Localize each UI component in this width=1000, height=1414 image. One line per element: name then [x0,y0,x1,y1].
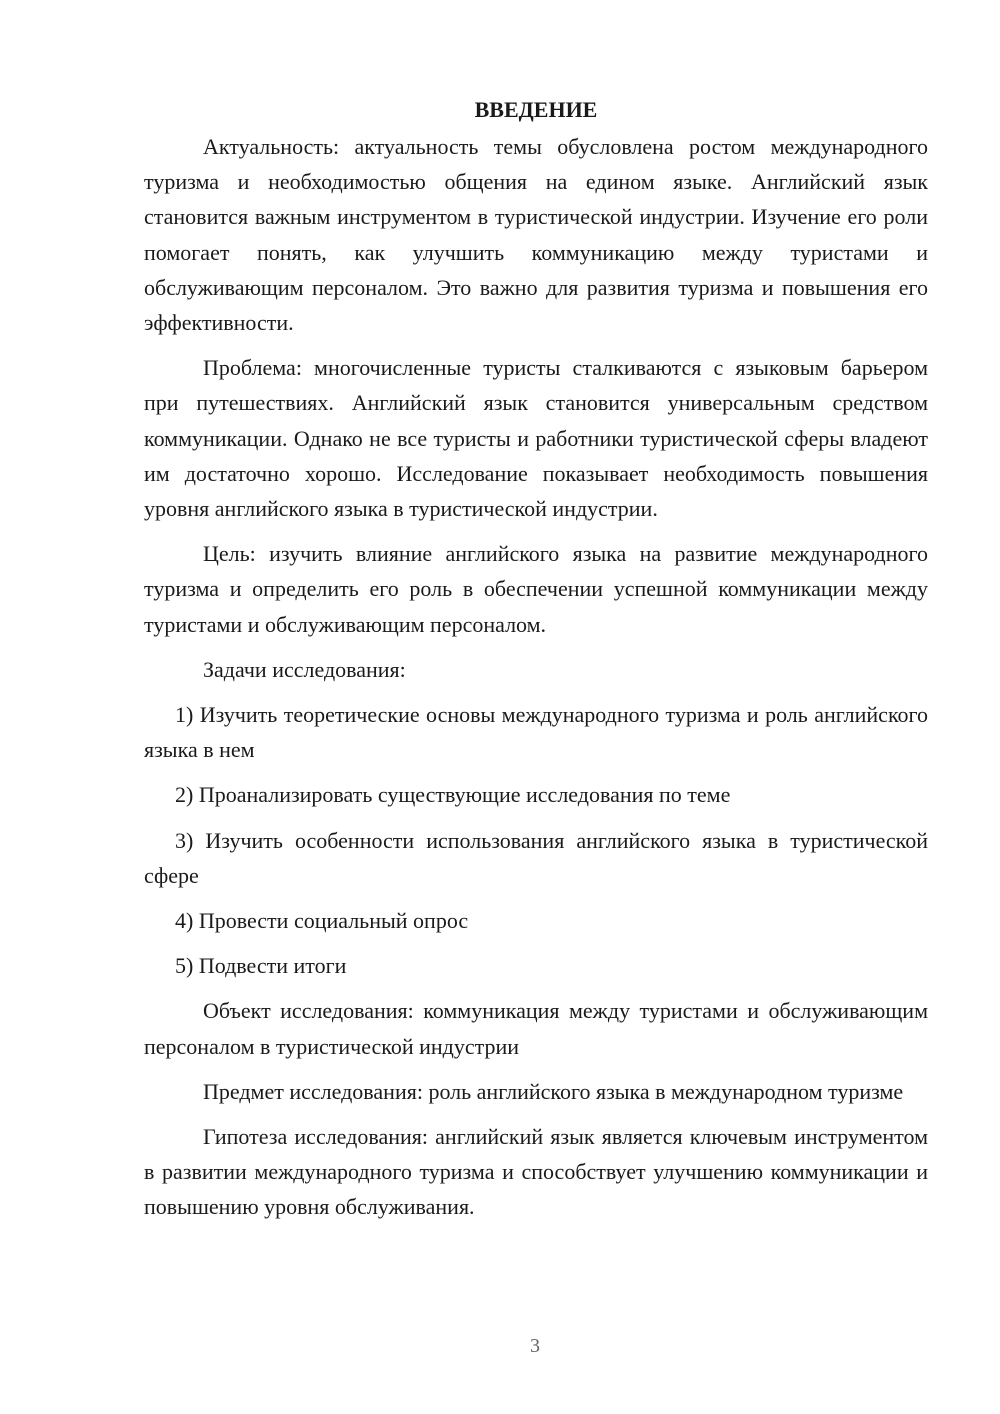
task-item-3: 3) Изучить особенности использования английского языка в туристической сфере [144,827,928,888]
object-paragraph: Объект исследования: коммуникация между туристами и обслуживающим персоналом в туристической индустрии [144,998,928,1059]
page-body [144,92,928,1235]
task-item-4: 4) Провести социальный опрос [175,908,469,934]
task-item-1: 1) Изучить теоретические основы международного туризма и роль английского языка в нем [144,702,928,763]
section-title: ВВЕДЕНИЕ [474,97,598,122]
goal-paragraph: Цель: изучить влияние английского языка на развитие международного туризма и определить его роль в обеспечении успешной коммуникации между туристами и обслуживающим персоналом. [144,541,928,637]
hypothesis-paragraph: Гипотеза исследования: английский язык является ключевым инструментом в развитии международного туризма и способствует улучшению коммуникации и повышению уровня обслуживания. [144,1124,928,1220]
task-item-2: 2) Проанализировать существующие исследования по теме [175,782,731,808]
subject-paragraph: Предмет исследования: роль английского языка в международном туризме [203,1078,904,1104]
page-number: 3 [530,1335,540,1357]
task-item-5: 5) Подвести итоги [175,953,347,979]
tasks-heading: Задачи исследования: [203,656,406,682]
problem-paragraph: Проблема: многочисленные туристы сталкиваются с языковым барьером при путешествиях. Английский язык становится универсальным средством коммуникации. Однако не все туристы и работники туристической сферы владеют им достаточно хорошо. Исследование показывает необходимость повышения уровня английского языка в туристической индустрии. [144,355,928,522]
relevance-paragraph: Актуальность: актуальность темы обусловлена ростом международного туризма и необходимостью общения на едином языке. Английский язык становится важным инструментом в туристической индустрии. Изучение его роли помогает понять, как улучшить коммуникацию между туристами и обслуживающим персоналом. Это важно для развития туризма и повышения его эффективности. [144,134,928,336]
